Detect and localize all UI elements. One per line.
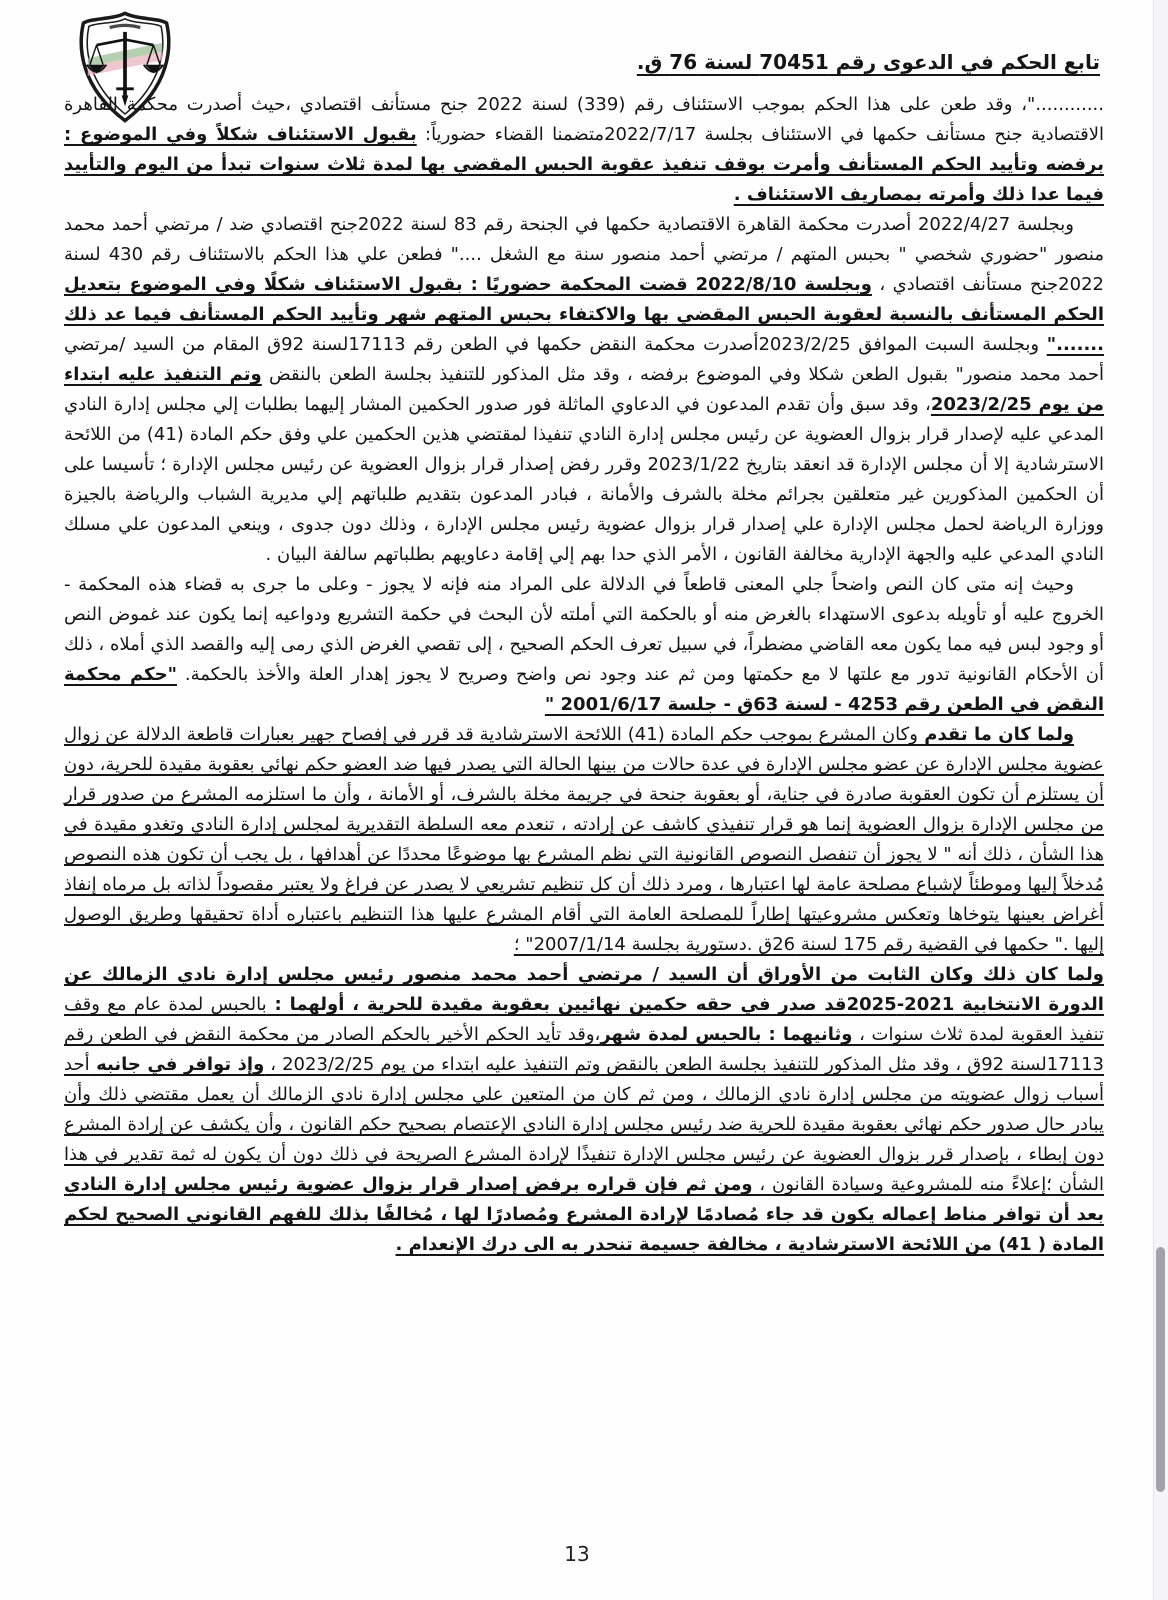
text-run: بقبول الاستئناف شكلاً وفي الموضوع : برفضه وتأييد الحكم المستأنف وأمرت بوقف تنفيذ عقوبة الحبس المقضي بها لمدة ثلاث سنوات تبدأ من اليوم والتأييد فيما عدا ذلك وأمرته بمصاريف الاستئناف . xyxy=(64,124,1104,205)
paragraph xyxy=(64,90,1104,210)
case-header: تابع الحكم في الدعوى رقم 70451 لسنة 76 ق. xyxy=(636,50,1100,74)
text-run: وثانيهما : بالحبس لمدة شهر xyxy=(600,1024,853,1045)
text-run: وإذ توافر في جانبه xyxy=(89,1054,265,1075)
text-run: وبجلسة 2022/8/10 قضت المحكمة حضوريًا : بقبول الاستئناف شكلًا وفي الموضوع بتعديل الحكم المستأنف بالنسبة لعقوبة الحبس المقضي بها والاكتفاء بحبس المتهم شهر وتأييد الحكم المستأنف فيما عد ذلك ......." xyxy=(64,274,1104,355)
text-run: "حكم محكمة النقض في الطعن رقم 4253 - لسنة 63ق - جلسة 2001/6/17 " xyxy=(64,664,1104,715)
page-number: 13 xyxy=(564,1542,590,1566)
document-body xyxy=(64,90,1104,1260)
text-run: ومن ثم فإن قراره برفض إصدار قرار بزوال عضوية رئيس مجلس إدارة النادي بعد أن توافر مناط إعماله يكون قد جاء مُصادمًا لإرادة المشرع ومُصادرًا لها ، مُخالفًا بذلك للفهم القانوني الصحيح لحكم المادة ( 41) من اللائحة الاسترشادية ، مخالفة جسيمة تنحدر به الى درك الإنعدام . xyxy=(64,1174,1104,1255)
document-content xyxy=(0,50,1168,1260)
text-run: ............"، وقد طعن على هذا الحكم بموجب الاستئناف رقم (339) لسنة 2022 جنح مستأنف اقتصادي ،حيث أصدرت محكمة القاهرة الاقتصادية جنح مستأنف حكمها في الاستئناف بجلسة 2022/7/17متضمنا القضاء حضورياً: xyxy=(64,94,1104,145)
paragraph xyxy=(64,210,1104,570)
paragraph xyxy=(64,570,1104,720)
text-run: ،وقد تأيد الحكم الأخير بالحكم الصادر من محكمة النقض في الطعن رقم 17113لسنة 92ق ، وقد مثل المذكور للتنفيذ بجلسة الطعن بالنقض وتم التنفيذ عليه ابتداء من يوم 2023/2/25 ، xyxy=(64,1024,1104,1075)
text-run: وتم التنفيذ عليه ابتداء من يوم 2023/2/25 xyxy=(64,364,1104,415)
text-run: وبجلسة 2022/4/27 أصدرت محكمة القاهرة الاقتصادية حكمها في الجنحة رقم 83 لسنة 2022جنح اقتصادي ضد / مرتضي أحمد محمد منصور "حضوري شخصي " بحبس المتهم / مرتضي أحمد منصور سنة مع الشغل ...." فطعن علي هذا الحكم بالاستئناف رقم 430 لسنة 2022جنح مستأنف اقتصادي ، xyxy=(64,214,1104,295)
paragraph xyxy=(64,960,1104,1260)
scrollbar-thumb[interactable] xyxy=(1156,1247,1165,1492)
text-run: بالحبس لمدة عام مع وقف تنفيذ العقوبة لمدة ثلاث سنوات ، xyxy=(64,994,1104,1045)
text-run: ولما كان ما تقدم xyxy=(917,724,1075,745)
text-run: وحيث إنه متى كان النص واضحاً جلي المعنى قاطعاً في الدلالة على المراد منه فإنه لا يجوز - وعلى ما جرى به قضاء هذه المحكمة - الخروج عليه أو تأويله بدعوى الاستهداء بالغرض منه أو بالحكمة التي أملته لأن البحث في حكمة التشريع ودواعيه إنما يكون عند غموض النص أو وجود لبس فيه مما يكون معه القاضي مضطراً، في سبيل تعرف الحكم الصحيح ، إلى تقصي الغرض الذي رمى إليه والقصد الذي أملاه ، ذلك أن الأحكام القانونية تدور مع علتها لا مع حكمتها ومن ثم عند وجود نص واضح وصريح لا يجوز إهدار العلة والأخذ بالحكمة. xyxy=(64,574,1104,685)
text-run: أحد أسباب زوال عضويته من مجلس إدارة نادي الزمالك ، ومن ثم كان من المتعين علي مجلس إدارة نادي الزمالك أن يعمل مقتضي ذلك وأن يبادر حال صدور حكم نهائي بعقوبة مقيدة للحرية ضد رئيس مجلس إدارة النادي الإعتصام بصحيح حكم القانون ، وأن يكشف عن إرادة المشرع دون إبطاء ، بإصدار قرر بزوال العضوية عن رئيس مجلس الإدارة تنفيذًا لإرادة المشرع الصريحة في ذلك دون أن يكون له ثمة تقدير في هذا الشأن ؛إعلاءً منه للمشروعية وسيادة القانون ، xyxy=(64,1054,1105,1195)
text-run: وبجلسة السبت الموافق 2023/2/25أصدرت محكمة النقض حكمها في الطعن رقم 17113لسنة 92ق المقام من السيد /مرتضي أحمد محمد منصور" بقبول الطعن شكلا وفي الموضوع برفضه ، وقد مثل المذكور للتنفيذ بجلسة الطعن بالنقض xyxy=(64,334,1105,385)
text-run: ، وقد سبق وأن تقدم المدعون في الدعاوي الماثلة فور صدور الحكمين المشار إليهما بطلبات إلي مجلس إدارة النادي المدعي عليه لإصدار قرار بزوال العضوية عن رئيس مجلس إدارة النادي تنفيذا لمقتضي هذين الحكمين علي وفق حكم المادة (41) من اللائحة الاسترشادية إلا أن مجلس الإدارة قد انعقد بتاريخ 2023/1/22 وقرر رفض إصدار قرار بزوال العضوية عن رئيس مجلس الإدارة ؛ تأسيسا على أن الحكمين المذكورين غير متعلقين بجرائم مخلة بالشرف والأمانة ، فبادر المدعون بتقديم طلباتهم إلي مديرية الشباب والرياضة بالجيزة ووزارة الرياضة لحمل مجلس الإدارة علي إصدار قرار بزوال عضوية رئيس مجلس الإدارة ، وذلك دون جدوى ، وينعي المدعون علي مسلك النادي المدعي عليه والجهة الإدارية مخالفة القانون ، الأمر الذي حدا بهم إلي إقامة دعاويهم بطلباتهم سالفة البيان . xyxy=(64,394,1104,565)
text-run: ولما كان ذلك وكان الثابت من الأوراق أن السيد / مرتضي أحمد محمد منصور رئيس مجلس إدارة نادي الزمالك عن الدورة الانتخابية 2021-2025قد صدر في حقه حكمين نهائيين بعقوبة مقيدة للحرية ، أولهما : xyxy=(64,964,1104,1015)
text-run: وكان المشرع بموجب حكم المادة (41) اللائحة الاسترشادية قد قرر في إفصاح جهير بعبارات قاطعة الدلالة عن زوال عضوية مجلس الإدارة عن عضو مجلس الإدارة في عدة حالات من بينها الحالة التي يصدر فيها ضد العضو حكم نهائي بعقوبة مقيدة للحرية، دون أن يستلزم أن تكون العقوبة صادرة في جناية، أو بعقوبة جنحة في جريمة مخلة بالشرف، أو الأمانة ، وأن ما استلزمه المشرع من صدور قرار من مجلس الإدارة بزوال العضوية إنما هو قرار تنفيذي كاشف عن إرادته ، تنعدم معه السلطة التقديرية لمجلس إدارة النادي وتغدو مقيدة في هذا الشأن ، ذلك أنه " لا يجوز أن تنفصل النصوص القانونية التي نظم المشرع بها موضوعًا محددًا عن أهدافها ، بل يجب أن تكون هذه النصوص مُدخلاً إليها وموطئاً لإشباع مصلحة عامة لها اعتبارها ، ومرد ذلك أن كل تنظيم تشريعي لا يصدر عن فراغ ولا يعتبر مقصوداً لذاته بل مرماه إنفاذ أغراض بعينها يتوخاها وتعكس مشروعيتها إطاراً للمصلحة العامة التي أقام المشرع عليها هذا التنظيم باعتباره أداة تحقيقها وطريق الوصول إليها ." حكمها في القضية رقم 175 لسنة 26ق .دستورية بجلسة 2007/1/14" ؛ xyxy=(64,724,1104,955)
paragraph xyxy=(64,720,1104,960)
scrollbar-track[interactable] xyxy=(1153,0,1168,1600)
